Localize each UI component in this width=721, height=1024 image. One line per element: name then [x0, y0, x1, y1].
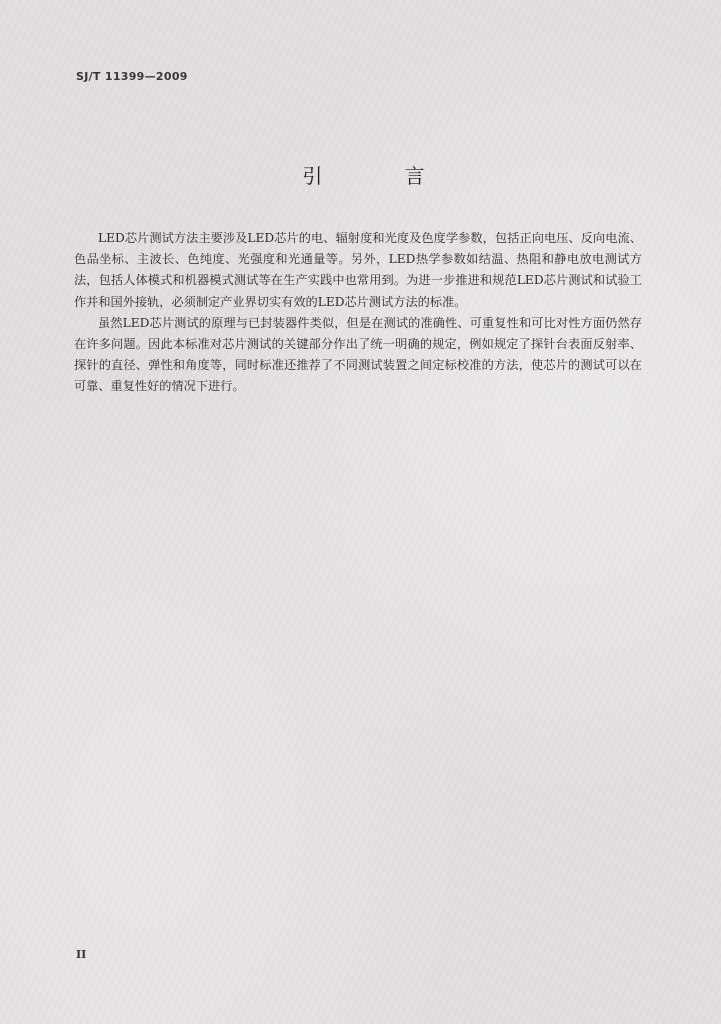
- paragraph: 虽然LED芯片测试的原理与已封装器件类似，但是在测试的准确性、可重复性和可比对性方面仍然存在许多问题。因此本标准对芯片测试的关键部分作出了统一明确的规定，例如规定了探针台表面反射率、探针的直径、弹性和角度等，同时标准还推荐了不同测试装置之间定标校准的方法，使芯片的测试可以在可靠、重复性好的情况下进行。: [74, 315, 642, 394]
- introduction-body: [74, 228, 642, 398]
- page-number: II: [76, 948, 87, 961]
- paragraph: LED芯片测试方法主要涉及LED芯片的电、辐射度和光度及色度学参数，包括正向电压、反向电流、色品坐标、主波长、色纯度、光强度和光通量等。另外，LED热学参数如结温、热阻和静电放电测试方法，包括人体模式和机器模式测试等在生产实践中也常用到。为进一步推进和规范LED芯片测试和试验工作并和国外接轨，必须制定产业界切实有效的LED芯片测试方法的标准。: [74, 231, 642, 309]
- page-title: 引 言: [302, 164, 463, 188]
- standard-code: SJ/T 11399—2009: [76, 70, 188, 83]
